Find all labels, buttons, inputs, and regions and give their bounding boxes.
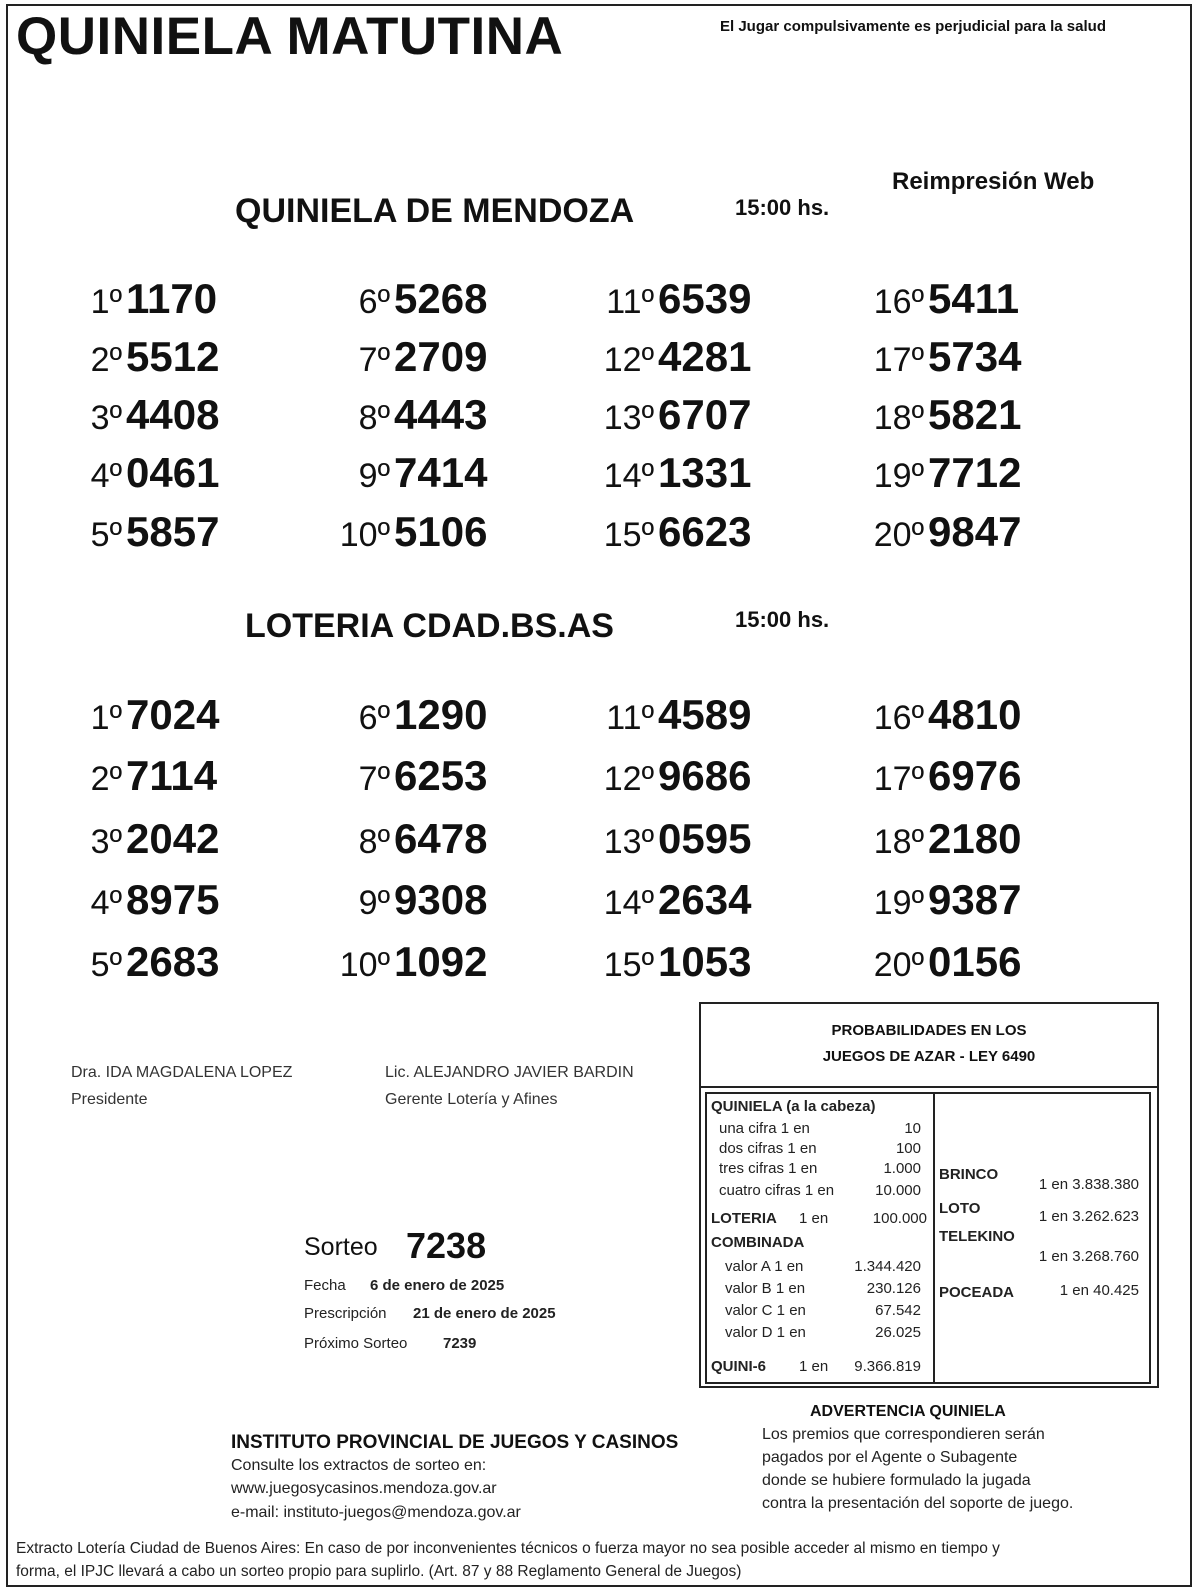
draw-number: 7024 [126,691,220,738]
draw-entry [866,333,1021,381]
advertencia-line: donde se hubiere formulado la jugada [762,1472,1031,1489]
section-time-bsas: 15:00 hs. [735,607,830,632]
draw-entry [866,391,1021,439]
draw-entry [596,938,751,986]
draw-position: 12º [603,760,654,798]
draw-entry [866,508,1021,556]
probabilities-table [705,1092,1151,1384]
quiniela-row-value: 10 [904,1120,921,1137]
draw-entry [332,691,487,739]
probabilities-title-2: JUEGOS DE AZAR - LEY 6490 [822,1048,1036,1065]
draw-number: 9686 [658,752,752,799]
section-title-mendoza: QUINIELA DE MENDOZA [235,192,635,230]
draw-entry [596,449,751,497]
draw-entry [596,275,751,323]
quiniela-row-value: 100 [895,1140,921,1157]
signature-name-president: Dra. IDA MAGDALENA LOPEZ [71,1064,293,1081]
draw-number: 1092 [394,938,488,985]
quiniela-row-value: 1.000 [883,1160,921,1177]
draw-entry [596,752,751,800]
draw-number: 1290 [394,691,488,738]
probabilities-header [701,1004,1157,1088]
draw-position: 13º [603,399,654,437]
draw-position: 18º [873,399,924,437]
draw-number: 9308 [394,876,488,923]
draw-number: 5821 [928,391,1022,438]
combinada-title: COMBINADA [711,1234,805,1251]
draw-position: 1º [90,283,122,321]
brinco-label: BRINCO [939,1166,999,1183]
draw-entry [64,508,219,556]
draw-entry [64,752,217,800]
draw-position: 13º [603,823,654,861]
quiniela-row-label: cuatro cifras 1 en [719,1182,835,1199]
website-link[interactable]: www.juegosycasinos.mendoza.gov.ar [231,1480,497,1497]
loteria-value: 100.000 [872,1210,927,1227]
draw-position: 1º [90,699,122,737]
draw-entry [332,876,487,924]
draw-entry [64,938,219,986]
draw-position: 19º [873,457,924,495]
draw-entry [332,508,487,556]
draw-number: 6707 [658,391,752,438]
draw-entry [866,275,1019,323]
draw-entry [64,391,219,439]
draw-number: 6623 [658,508,752,555]
draw-number: 6478 [394,815,488,862]
draw-entry [596,508,751,556]
loteria-mid: 1 en [799,1210,829,1227]
draw-number: 4281 [658,333,752,380]
draw-entry [866,938,1021,986]
draw-number: 5106 [394,508,488,555]
draw-entry [64,275,217,323]
draw-entry [64,333,219,381]
draw-entry [332,815,487,863]
draw-entry [332,275,487,323]
signature-role-manager: Gerente Lotería y Afines [385,1091,558,1108]
section-title-bsas: LOTERIA CDAD.BS.AS [245,607,614,645]
sorteo-number: 7238 [406,1225,487,1266]
draw-entry [866,449,1021,497]
draw-position: 6º [358,283,390,321]
draw-position: 3º [90,823,122,861]
legal-note-line-1: Extracto Lotería Ciudad de Buenos Aires: En caso de por inconvenientes técnicos o fuerza mayor no sea posible acceder al mismo en tiempo y [16,1540,1000,1557]
draw-number: 6976 [928,752,1022,799]
health-warning: El Jugar compulsivamente es perjudicial para la salud [720,18,1106,35]
signature-name-manager: Lic. ALEJANDRO JAVIER BARDIN [385,1064,634,1081]
draw-position: 9º [358,884,390,922]
quini6-mid: 1 en [799,1358,829,1375]
draw-number: 5734 [928,333,1022,380]
brinco-value: 1 en 3.838.380 [1038,1176,1139,1193]
draw-number: 7712 [928,449,1022,496]
draw-position: 7º [358,341,390,379]
draw-number: 6539 [658,275,752,322]
sorteo-label: Sorteo [304,1233,378,1261]
draw-position: 8º [358,399,390,437]
telekino-value: 1 en 3.268.760 [1038,1248,1139,1265]
combinada-row-value: 67.542 [875,1302,921,1319]
prescripcion-value: 21 de enero de 2025 [413,1305,556,1322]
draw-number: 1331 [658,449,752,496]
combinada-row-label: valor A 1 en [725,1258,804,1275]
combinada-row-label: valor C 1 en [725,1302,806,1319]
combinada-row-value: 230.126 [866,1280,921,1297]
combinada-row-value: 1.344.420 [854,1258,921,1275]
draw-number: 0595 [658,815,752,862]
quiniela-row-label: tres cifras 1 en [719,1160,818,1177]
advertencia-line: Los premios que correspondieren serán [762,1426,1045,1443]
quiniela-row-value: 10.000 [875,1182,921,1199]
draw-position: 5º [90,516,122,554]
institute-name: INSTITUTO PROVINCIAL DE JUEGOS Y CASINOS [231,1432,679,1453]
draw-position: 10º [339,946,390,984]
draw-position: 12º [603,341,654,379]
draw-number: 4810 [928,691,1022,738]
draw-entry [332,449,487,497]
quiniela-row-label: una cifra 1 en [719,1120,810,1137]
draw-entry [332,752,487,800]
section-time-mendoza: 15:00 hs. [735,195,830,220]
draw-number: 9387 [928,876,1022,923]
draw-number: 2683 [126,938,220,985]
draw-position: 17º [873,760,924,798]
draw-entry [596,333,751,381]
draw-number: 2180 [928,815,1022,862]
page-title: QUINIELA MATUTINA [16,7,564,66]
draw-entry [596,815,751,863]
draw-entry [596,391,751,439]
draw-position: 19º [873,884,924,922]
draw-position: 2º [90,341,122,379]
draw-position: 16º [873,699,924,737]
loto-value: 1 en 3.262.623 [1038,1208,1139,1225]
draw-position: 11º [606,283,654,321]
quiniela-title: QUINIELA (a la cabeza) [711,1098,876,1115]
loto-label: LOTO [939,1200,981,1217]
draw-number: 6253 [394,752,488,799]
draw-position: 17º [873,341,924,379]
probabilities-title-1: PROBABILIDADES EN LOS [831,1022,1027,1039]
consult-text: Consulte los extractos de sorteo en: [231,1457,487,1474]
draw-position: 2º [90,760,122,798]
draw-position: 15º [603,516,654,554]
draw-position: 14º [603,457,654,495]
draw-position: 10º [339,516,390,554]
draw-number: 5268 [394,275,488,322]
draw-position: 14º [603,884,654,922]
draw-number: 0461 [126,449,220,496]
draw-position: 16º [873,283,924,321]
draw-position: 11º [606,699,654,737]
draw-position: 9º [358,457,390,495]
signature-role-president: Presidente [71,1091,148,1108]
draw-position: 15º [603,946,654,984]
combinada-row-value: 26.025 [875,1324,921,1341]
draw-number: 4408 [126,391,220,438]
probabilities-divider [933,1094,935,1384]
draw-position: 7º [358,760,390,798]
draw-entry [866,815,1021,863]
advertencia-title: ADVERTENCIA QUINIELA [810,1403,1006,1420]
draw-position: 20º [873,516,924,554]
draw-number: 9847 [928,508,1022,555]
draw-entry [596,691,751,739]
poceada-label: POCEADA [939,1284,1015,1301]
draw-number: 2042 [126,815,220,862]
draw-position: 20º [873,946,924,984]
quini6-label: QUINI-6 [711,1358,767,1375]
draw-position: 4º [90,457,122,495]
draw-entry [332,333,487,381]
draw-number: 5411 [928,275,1020,322]
draw-entry [866,876,1021,924]
draw-entry [64,449,219,497]
prescripcion-label: Prescripción [304,1305,387,1322]
email-link[interactable]: e-mail: instituto-juegos@mendoza.gov.ar [231,1504,521,1521]
draw-entry [332,391,487,439]
draw-number: 8975 [126,876,220,923]
poceada-value: 1 en 40.425 [1059,1282,1139,1299]
draw-number: 5512 [126,333,220,380]
draw-entry [64,815,219,863]
draw-entry [64,876,219,924]
draw-position: 18º [873,823,924,861]
draw-number: 7114 [126,752,218,799]
draw-number: 2709 [394,333,488,380]
combinada-row-label: valor B 1 en [725,1280,806,1297]
quini6-value: 9.366.819 [854,1358,921,1375]
draw-position: 5º [90,946,122,984]
loteria-label: LOTERIA [711,1210,777,1227]
fecha-label: Fecha [304,1277,346,1294]
draw-number: 2634 [658,876,752,923]
draw-position: 4º [90,884,122,922]
draw-entry [596,876,751,924]
advertencia-line: contra la presentación del soporte de juego. [762,1495,1074,1512]
draw-number: 4443 [394,391,488,438]
legal-note-line-2: forma, el IPJC llevará a cabo un sorteo propio para suplirlo. (Art. 87 y 88 Reglamento General de Juegos) [16,1563,742,1580]
probabilities-box [699,1002,1159,1388]
advertencia-line: pagados por el Agente o Subagente [762,1449,1018,1466]
draw-entry [866,691,1021,739]
draw-number: 1053 [658,938,752,985]
proximo-label: Próximo Sorteo [304,1335,408,1352]
draw-entry [866,752,1021,800]
reprint-label: Reimpresión Web [892,168,1095,195]
draw-entry [332,938,487,986]
combinada-row-label: valor D 1 en [725,1324,806,1341]
draw-position: 8º [358,823,390,861]
proximo-value: 7239 [443,1335,477,1352]
draw-number: 1170 [126,275,218,322]
draw-number: 4589 [658,691,752,738]
telekino-label: TELEKINO [939,1228,1015,1245]
draw-entry [64,691,219,739]
draw-number: 0156 [928,938,1022,985]
draw-number: 7414 [394,449,488,496]
quiniela-row-label: dos cifras 1 en [719,1140,817,1157]
draw-position: 6º [358,699,390,737]
fecha-value: 6 de enero de 2025 [370,1277,505,1294]
draw-number: 5857 [126,508,220,555]
draw-position: 3º [90,399,122,437]
